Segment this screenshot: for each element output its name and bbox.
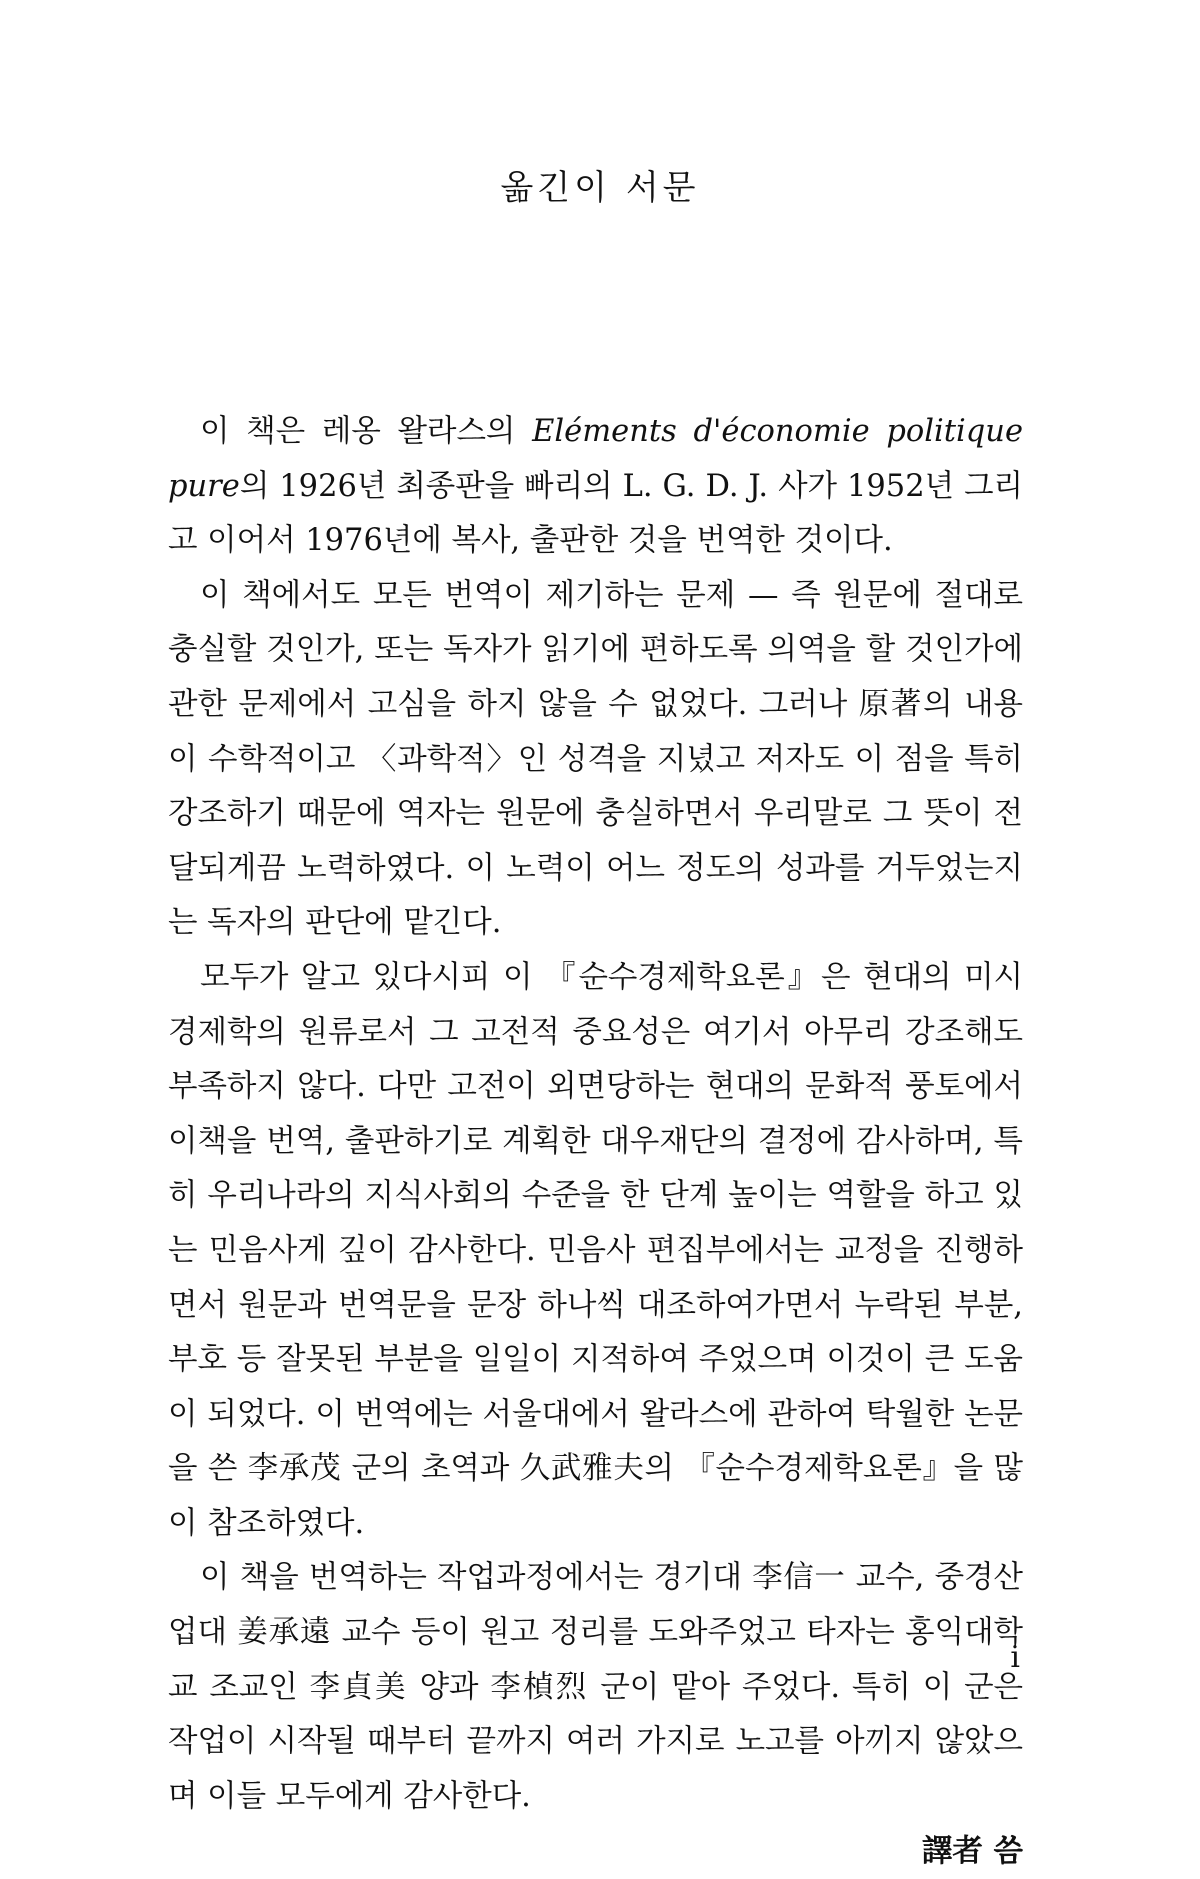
page-title: 옮긴이 서문 [500,168,700,208]
page-number: i [1010,1640,1020,1675]
paragraph-4: 이 책을 번역하는 작업과정에서는 경기대 李信一 교수, 중경산업대 姜承遠 교수 등이 원고 정리를 도와주었고 타자는 홍익대학교 조교인 李貞美 양과 李楨烈 군이 맡아 주었다. 특히 이 군은 작업이 시작될 때부터 끝까지 여러 가지로 노고를 아끼지 않았으며 이들 모두에게 감사한다. [168,1560,1023,1814]
preface-body [168,405,1023,1879]
signature: 譯者 씀 [921,1833,1023,1870]
paragraph-1-lead: 이 책은 레옹 왈라스의 [200,414,533,449]
book-title-italic: Eléments d'économie politique pure [168,414,1023,504]
paragraph-1 [168,405,1023,569]
paragraph-3: 모두가 알고 있다시피 이 『순수경제학요론』은 현대의 미시경제학의 원류로서 그 고전적 중요성은 여기서 아무리 강조해도 부족하지 않다. 다만 고전이 외면당하는 현대의 문화적 풍토에서 이책을 번역, 출판하기로 계획한 대우재단의 결정에 감사하며, 특히 우리나라의 지식사회의 수준을 한 단계 높이는 역할을 하고 있는 민음사게 깊이 감사한다. 민음사 편집부에서는 교정을 진행하면서 원문과 번역문을 문장 하나씩 대조하여가면서 누락된 부분, 부호 등 잘못된 부분을 일일이 지적하여 주었으며 이것이 큰 도움이 되었다. 이 번역에는 서울대에서 왈라스에 관하여 탁월한 논문을 쓴 李承茂 군의 초역과 久武雅夫의 『순수경제학요론』을 많이 참조하였다. [168,959,1023,1541]
paragraph-1-rest: 의 1926년 최종판을 빠리의 L. G. D. J. 사가 1952년 그리고 이어서 1976년에 복사, 출판한 것을 번역한 것이다. [168,468,1023,559]
paragraph-2: 이 책에서도 모든 번역이 제기하는 문제 — 즉 원문에 절대로 충실할 것인가, 또는 독자가 읽기에 편하도록 의역을 할 것인가에 관한 문제에서 고심을 하지 않을 수 없었다. 그러나 原著의 내용이 수학적이고 〈과학적〉인 성격을 지녔고 저자도 이 점을 특히 강조하기 때문에 역자는 원문에 충실하면서 우리말로 그 뜻이 전달되게끔 노력하였다. 이 노력이 어느 정도의 성과를 거두었는지는 독자의 판단에 맡긴다. [168,577,1023,941]
